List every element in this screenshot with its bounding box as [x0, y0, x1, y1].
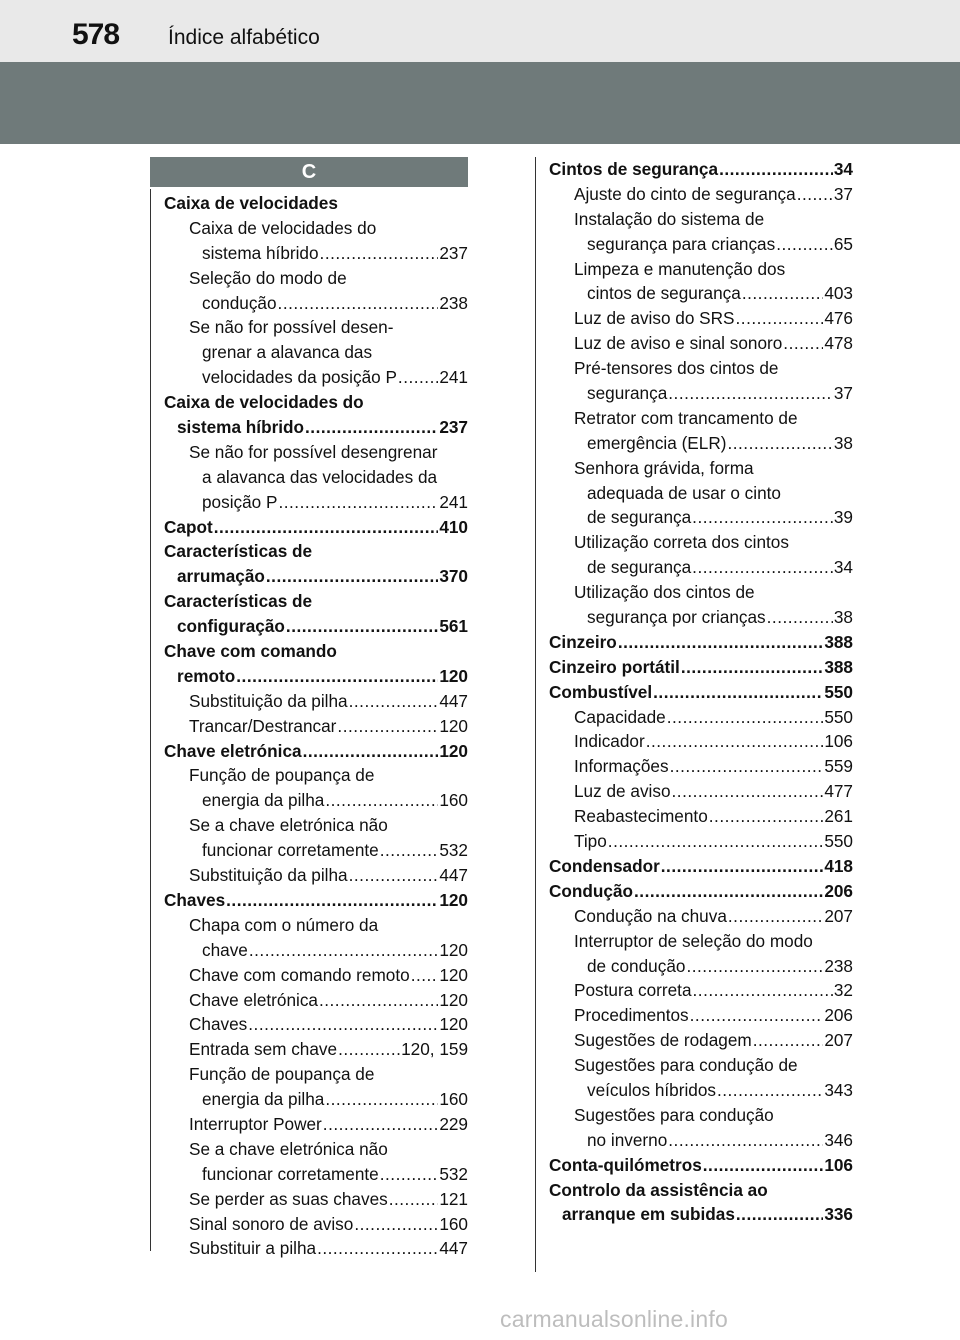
index-entry-text: Tipo — [574, 831, 607, 852]
index-entry — [536, 1103, 853, 1128]
index-entry-page: 120 — [439, 964, 468, 985]
dot-leader — [670, 754, 824, 779]
index-entry — [536, 879, 853, 904]
dot-leader — [653, 680, 823, 705]
dot-leader — [668, 1128, 823, 1153]
dot-leader — [693, 978, 833, 1003]
index-entry — [151, 988, 468, 1013]
index-entry — [151, 1062, 468, 1087]
index-entry-text: Luz de aviso — [574, 781, 671, 802]
page-number: 578 — [72, 18, 120, 51]
dot-leader — [681, 655, 823, 680]
index-entry — [151, 913, 468, 938]
index-entry-page: 37 — [833, 183, 853, 204]
index-entry-page: 550 — [824, 706, 853, 727]
dot-leader — [646, 729, 824, 754]
index-entry — [536, 580, 853, 605]
dot-leader — [753, 1028, 824, 1053]
index-entry-text: Condensador — [549, 855, 660, 876]
index-entry — [536, 356, 853, 381]
index-entry-text: cintos de segurança — [587, 283, 741, 304]
index-entry — [536, 1078, 853, 1103]
index-entry — [151, 1037, 468, 1062]
index-entry — [536, 729, 853, 754]
index-entry-page: 532 — [439, 840, 468, 861]
index-entry — [536, 182, 853, 207]
index-entry-page: 478 — [824, 333, 853, 354]
index-entry-page: 241 — [439, 491, 468, 512]
index-entry-page: 65 — [833, 233, 853, 254]
index-entry — [151, 415, 468, 440]
dot-leader — [783, 331, 823, 356]
index-entry-text: Caixa de velocidades do — [164, 392, 364, 413]
index-entry — [151, 340, 468, 365]
index-entry — [151, 390, 468, 415]
dot-leader — [672, 779, 824, 804]
dot-leader — [248, 1012, 438, 1037]
index-entry-page: 160 — [439, 790, 468, 811]
index-entry-page: 532 — [439, 1163, 468, 1184]
index-entry-text: de segurança — [587, 557, 692, 578]
index-entry-text: Função de poupança de — [189, 1064, 375, 1085]
dot-leader — [797, 182, 833, 207]
index-entry-text: Substituição da pilha — [189, 690, 348, 711]
dot-leader — [667, 705, 824, 730]
index-entry-text: Chave eletrónica — [189, 989, 318, 1010]
index-entry-page: 120 — [439, 1014, 468, 1035]
index-entry — [536, 1053, 853, 1078]
dot-leader — [236, 664, 438, 689]
index-entry — [536, 207, 853, 232]
index-entry-page: 206 — [824, 1005, 853, 1026]
section-letter: C — [150, 157, 468, 187]
index-entry-text: Capot — [164, 516, 213, 537]
index-entry-page: 106 — [824, 731, 853, 752]
index-entry-list — [535, 157, 853, 1272]
dot-leader — [319, 988, 438, 1013]
index-entry-page: 559 — [824, 756, 853, 777]
index-entry-page: 477 — [824, 781, 853, 802]
index-entry — [151, 1162, 468, 1187]
dot-leader — [323, 1112, 439, 1137]
index-entry-text: Trancar/Destrancar — [189, 715, 337, 736]
index-entry-text: Caixa de velocidades — [164, 193, 338, 213]
index-entry — [151, 1112, 468, 1137]
index-entry-page: 388 — [824, 631, 853, 652]
index-entry-text: Cinzeiro — [549, 631, 617, 652]
index-entry-page: 261 — [824, 806, 853, 827]
watermark: carmanualsonline.info — [500, 1306, 728, 1332]
index-entry-page: 120 — [439, 740, 468, 761]
index-entry-page: 476 — [824, 308, 853, 329]
index-entry — [151, 739, 468, 764]
index-entry — [151, 191, 468, 216]
dot-leader — [742, 281, 823, 306]
index-entry — [151, 813, 468, 838]
index-entry-text: funcionar corretamente — [202, 840, 379, 861]
dot-leader — [380, 1162, 439, 1187]
index-entry-text: Sinal sonoro de aviso — [189, 1213, 354, 1234]
index-entry-page: 370 — [439, 566, 468, 587]
index-entry — [151, 938, 468, 963]
index-entry-text: Sugestões para condução — [574, 1104, 774, 1125]
index-entry — [151, 564, 468, 589]
index-entry — [536, 306, 853, 331]
index-entry-text: Características de — [164, 541, 313, 562]
index-entry-text: Função de poupança de — [189, 765, 375, 786]
index-entry-page: 121 — [439, 1188, 468, 1209]
index-entry-text: Chaves — [189, 1014, 248, 1035]
index-entry-page: 120 — [439, 715, 468, 736]
index-entry-text: adequada de usar o cinto — [587, 482, 781, 503]
index-entry-page: 238 — [439, 292, 468, 313]
dot-leader — [349, 689, 439, 714]
index-entry — [536, 754, 853, 779]
dot-leader — [661, 854, 824, 879]
dot-leader — [278, 490, 438, 515]
index-entry-page: 418 — [824, 855, 853, 876]
index-entry — [536, 530, 853, 555]
dot-leader — [767, 605, 833, 630]
index-entry — [151, 763, 468, 788]
index-entry-text: Condução — [549, 880, 634, 901]
header-banner — [0, 62, 960, 144]
index-entry — [536, 854, 853, 879]
index-entry-page: 160 — [439, 1089, 468, 1110]
index-entry — [536, 1202, 853, 1227]
index-entry-text: funcionar corretamente — [202, 1163, 379, 1184]
index-entry — [151, 1012, 468, 1037]
index-entry — [151, 440, 468, 465]
index-entry — [536, 929, 853, 954]
dot-leader — [354, 1212, 438, 1237]
index-entry-page: 561 — [439, 616, 468, 637]
index-entry-page: 447 — [439, 865, 468, 886]
dot-leader — [278, 291, 439, 316]
index-entry — [536, 481, 853, 506]
index-entry-text: Capacidade — [574, 706, 666, 727]
index-entry-text: Chave com comando remoto — [189, 964, 410, 985]
index-entry — [151, 1137, 468, 1162]
dot-leader — [338, 1037, 400, 1062]
index-entry — [536, 381, 853, 406]
index-entry — [536, 904, 853, 929]
dot-leader — [305, 415, 438, 440]
index-entry — [536, 1003, 853, 1028]
index-entry-text: condução — [202, 292, 277, 313]
index-entry-text: Características de — [164, 591, 313, 612]
dot-leader — [286, 614, 438, 639]
index-entry-text: Combustível — [549, 681, 653, 702]
index-entry-text: velocidades da posição P — [202, 367, 397, 388]
dot-leader — [266, 564, 438, 589]
index-entry-text: arranque em subidas — [562, 1204, 735, 1225]
index-entry-text: Reabastecimento — [574, 806, 708, 827]
index-entry-text: Se não for possível desen- — [189, 317, 394, 338]
dot-leader — [325, 788, 438, 813]
index-entry-page: 336 — [824, 1204, 853, 1225]
index-entry — [536, 157, 853, 182]
index-entry-text: Utilização dos cintos de — [574, 582, 755, 603]
page-header — [0, 0, 960, 62]
index-entry-page: 237 — [439, 417, 468, 438]
dot-leader — [736, 306, 824, 331]
index-entry-page: 388 — [824, 656, 853, 677]
index-entry-text: Limpeza e manutenção dos — [574, 258, 786, 279]
index-entry-text: Cintos de segurança — [549, 159, 719, 179]
index-entry-page: 207 — [824, 1030, 853, 1051]
index-entry — [151, 266, 468, 291]
dot-leader — [325, 1087, 438, 1112]
index-entry-page: 120 — [439, 889, 468, 910]
index-entry — [536, 1028, 853, 1053]
index-entry — [151, 863, 468, 888]
index-entry-text: segurança por crianças — [587, 607, 766, 628]
index-entry — [151, 1236, 468, 1261]
index-entry-text: posição P — [202, 491, 278, 512]
index-entry — [536, 978, 853, 1003]
dot-leader — [719, 157, 833, 182]
index-entry-text: Luz de aviso e sinal sonoro — [574, 333, 783, 354]
index-entry-page: 37 — [833, 383, 853, 404]
index-entry-text: Substituir a pilha — [189, 1238, 317, 1259]
index-entry-page: 207 — [824, 905, 853, 926]
index-entry — [536, 232, 853, 257]
dot-leader — [249, 938, 438, 963]
index-entry — [151, 216, 468, 241]
index-entry — [536, 331, 853, 356]
index-entry — [536, 804, 853, 829]
index-entry-text: Conta-quilómetros — [549, 1154, 702, 1175]
index-entry — [151, 664, 468, 689]
index-entry-page: 32 — [833, 980, 853, 1001]
index-entry — [536, 505, 853, 530]
index-entry — [536, 1178, 853, 1203]
index-entry — [536, 655, 853, 680]
dot-leader — [389, 1187, 439, 1212]
index-entry-text: sistema híbrido — [177, 417, 305, 438]
index-entry-text: Se não for possível desengrenar — [189, 441, 438, 462]
index-entry-text: Pré-tensores dos cintos de — [574, 358, 779, 379]
index-entry-text: Luz de aviso do SRS — [574, 308, 735, 329]
index-entry-text: Chave com comando — [164, 641, 337, 662]
index-entry — [151, 539, 468, 564]
dot-leader — [709, 804, 824, 829]
index-entry-text: Cinzeiro portátil — [549, 656, 680, 677]
dot-leader — [736, 1202, 823, 1227]
index-entry-text: emergência (ELR) — [587, 432, 727, 453]
index-entry-text: Informações — [574, 756, 669, 777]
index-entry — [536, 605, 853, 630]
index-entry-page: 120 — [439, 939, 468, 960]
dot-leader — [668, 381, 833, 406]
dot-leader — [618, 630, 824, 655]
index-entry-text: a alavanca das velocidades da — [202, 466, 438, 487]
index-entry — [536, 555, 853, 580]
index-entry — [536, 705, 853, 730]
index-entry-text: Ajuste do cinto de segurança — [574, 183, 796, 204]
index-entry-text: grenar a alavanca das — [202, 342, 373, 363]
dot-leader — [226, 888, 438, 913]
index-entry-text: Se a chave eletrónica não — [189, 1138, 388, 1159]
index-entry-page: 229 — [439, 1113, 468, 1134]
index-entry-text: Se perder as suas chaves — [189, 1188, 388, 1209]
index-entry-text: energia da pilha — [202, 790, 325, 811]
index-entry-page: 343 — [824, 1079, 853, 1100]
index-entry — [151, 291, 468, 316]
index-entry — [151, 1187, 468, 1212]
index-entry-page: 447 — [439, 690, 468, 711]
dot-leader — [692, 505, 833, 530]
index-entry — [536, 1128, 853, 1153]
dot-leader — [727, 431, 832, 456]
index-entry-text: energia da pilha — [202, 1089, 325, 1110]
index-entry — [536, 406, 853, 431]
index-entry — [151, 490, 468, 515]
index-entry-page: 120 — [439, 665, 468, 686]
dot-leader — [717, 1078, 823, 1103]
index-entry-text: Condução na chuva — [574, 905, 727, 926]
index-entry-text: Postura correta — [574, 980, 692, 1001]
index-entry — [536, 680, 853, 705]
index-entry-text: Controlo da assistência ao — [549, 1179, 768, 1200]
index-entry-text: veículos híbridos — [587, 1079, 716, 1100]
index-entry-page: 447 — [439, 1238, 468, 1259]
index-entry-page: 241 — [439, 367, 468, 388]
index-entry-text: chave — [202, 939, 248, 960]
index-entry — [151, 614, 468, 639]
index-entry-text: no inverno — [587, 1129, 668, 1150]
index-entry-text: Interruptor Power — [189, 1113, 322, 1134]
index-entry — [151, 888, 468, 913]
index-entry-text: de segurança — [587, 507, 692, 528]
page-title: Índice alfabético — [168, 26, 320, 49]
index-entry-text: Chaves — [164, 889, 226, 910]
index-entry-text: Substituição da pilha — [189, 865, 348, 886]
index-entry — [151, 714, 468, 739]
index-entry — [151, 1212, 468, 1237]
index-entry-text: Chapa com o número da — [189, 914, 379, 935]
index-entry-page: 238 — [824, 955, 853, 976]
index-entry-text: segurança para crianças — [587, 233, 776, 254]
index-entry — [536, 829, 853, 854]
index-entry-text: Interruptor de seleção do modo — [574, 930, 813, 951]
index-entry-page: 206 — [824, 880, 853, 901]
dot-leader — [337, 714, 438, 739]
index-column-right — [535, 157, 853, 1272]
index-entry-text: Caixa de velocidades do — [189, 217, 377, 238]
index-entry — [151, 365, 468, 390]
index-entry-page: 120 — [439, 989, 468, 1010]
index-entry-text: segurança — [587, 383, 668, 404]
index-entry — [536, 281, 853, 306]
index-entry-text: Indicador — [574, 731, 645, 752]
index-entry-text: Seleção do modo de — [189, 267, 347, 288]
dot-leader — [320, 241, 439, 266]
index-entry-text: Senhora grávida, forma — [574, 457, 754, 478]
dot-leader — [686, 954, 823, 979]
index-entry-text: remoto — [177, 665, 236, 686]
dot-leader — [303, 739, 439, 764]
index-entry-text: Entrada sem chave — [189, 1039, 338, 1060]
index-entry — [536, 456, 853, 481]
index-entry-page: 34 — [833, 159, 853, 179]
index-entry-page: 39 — [833, 507, 853, 528]
index-entry — [536, 779, 853, 804]
index-entry — [151, 515, 468, 540]
index-entry — [536, 954, 853, 979]
index-entry — [151, 963, 468, 988]
index-entry-page: 550 — [824, 831, 853, 852]
index-entry-page: 346 — [824, 1129, 853, 1150]
index-entry-text: Sugestões para condução de — [574, 1055, 798, 1076]
dot-leader — [703, 1153, 824, 1178]
index-entry-page: 106 — [824, 1154, 853, 1175]
dot-leader — [776, 232, 833, 257]
dot-leader — [608, 829, 824, 854]
index-entry-text: Se a chave eletrónica não — [189, 815, 388, 836]
index-entry — [151, 241, 468, 266]
index-entry — [151, 465, 468, 490]
index-entry-text: Retrator com trancamento de — [574, 407, 798, 428]
index-entry — [151, 788, 468, 813]
dot-leader — [380, 838, 439, 863]
index-entry-page: 403 — [824, 283, 853, 304]
index-entry — [536, 257, 853, 282]
index-entry — [151, 315, 468, 340]
index-entry — [151, 838, 468, 863]
index-entry-text: configuração — [177, 616, 285, 637]
index-entry — [536, 1153, 853, 1178]
dot-leader — [692, 555, 833, 580]
dot-leader — [728, 904, 823, 929]
dot-leader — [690, 1003, 824, 1028]
index-entry — [151, 589, 468, 614]
index-entry-page: 38 — [833, 432, 853, 453]
dot-leader — [317, 1236, 438, 1261]
index-entry-page: 34 — [833, 557, 853, 578]
index-entry — [151, 689, 468, 714]
index-entry-text: Instalação do sistema de — [574, 208, 765, 229]
index-entry — [151, 1087, 468, 1112]
dot-leader — [411, 963, 439, 988]
index-entry-page: 550 — [824, 681, 853, 702]
index-entry — [536, 630, 853, 655]
dot-leader — [214, 515, 439, 540]
index-entry — [536, 431, 853, 456]
index-entry-page: 160 — [439, 1213, 468, 1234]
dot-leader — [349, 863, 439, 888]
dot-leader — [398, 365, 438, 390]
index-entry-page: 410 — [439, 516, 468, 537]
index-column-left — [150, 157, 468, 1259]
index-entry-text: Utilização correta dos cintos — [574, 532, 789, 553]
index-entry-page: 120, 159 — [401, 1039, 468, 1060]
index-entry-text: de condução — [587, 955, 686, 976]
index-entry-page: 237 — [439, 242, 468, 263]
index-entry-text: arrumação — [177, 566, 265, 587]
dot-leader — [634, 879, 823, 904]
index-entry — [151, 639, 468, 664]
index-entry-page: 38 — [833, 607, 853, 628]
index-entry-text: sistema híbrido — [202, 242, 319, 263]
index-entry-text: Sugestões de rodagem — [574, 1030, 752, 1051]
index-entry-text: Procedimentos — [574, 1005, 689, 1026]
index-entry-text: Chave eletrónica — [164, 740, 302, 761]
index-entry-list — [150, 189, 468, 1259]
